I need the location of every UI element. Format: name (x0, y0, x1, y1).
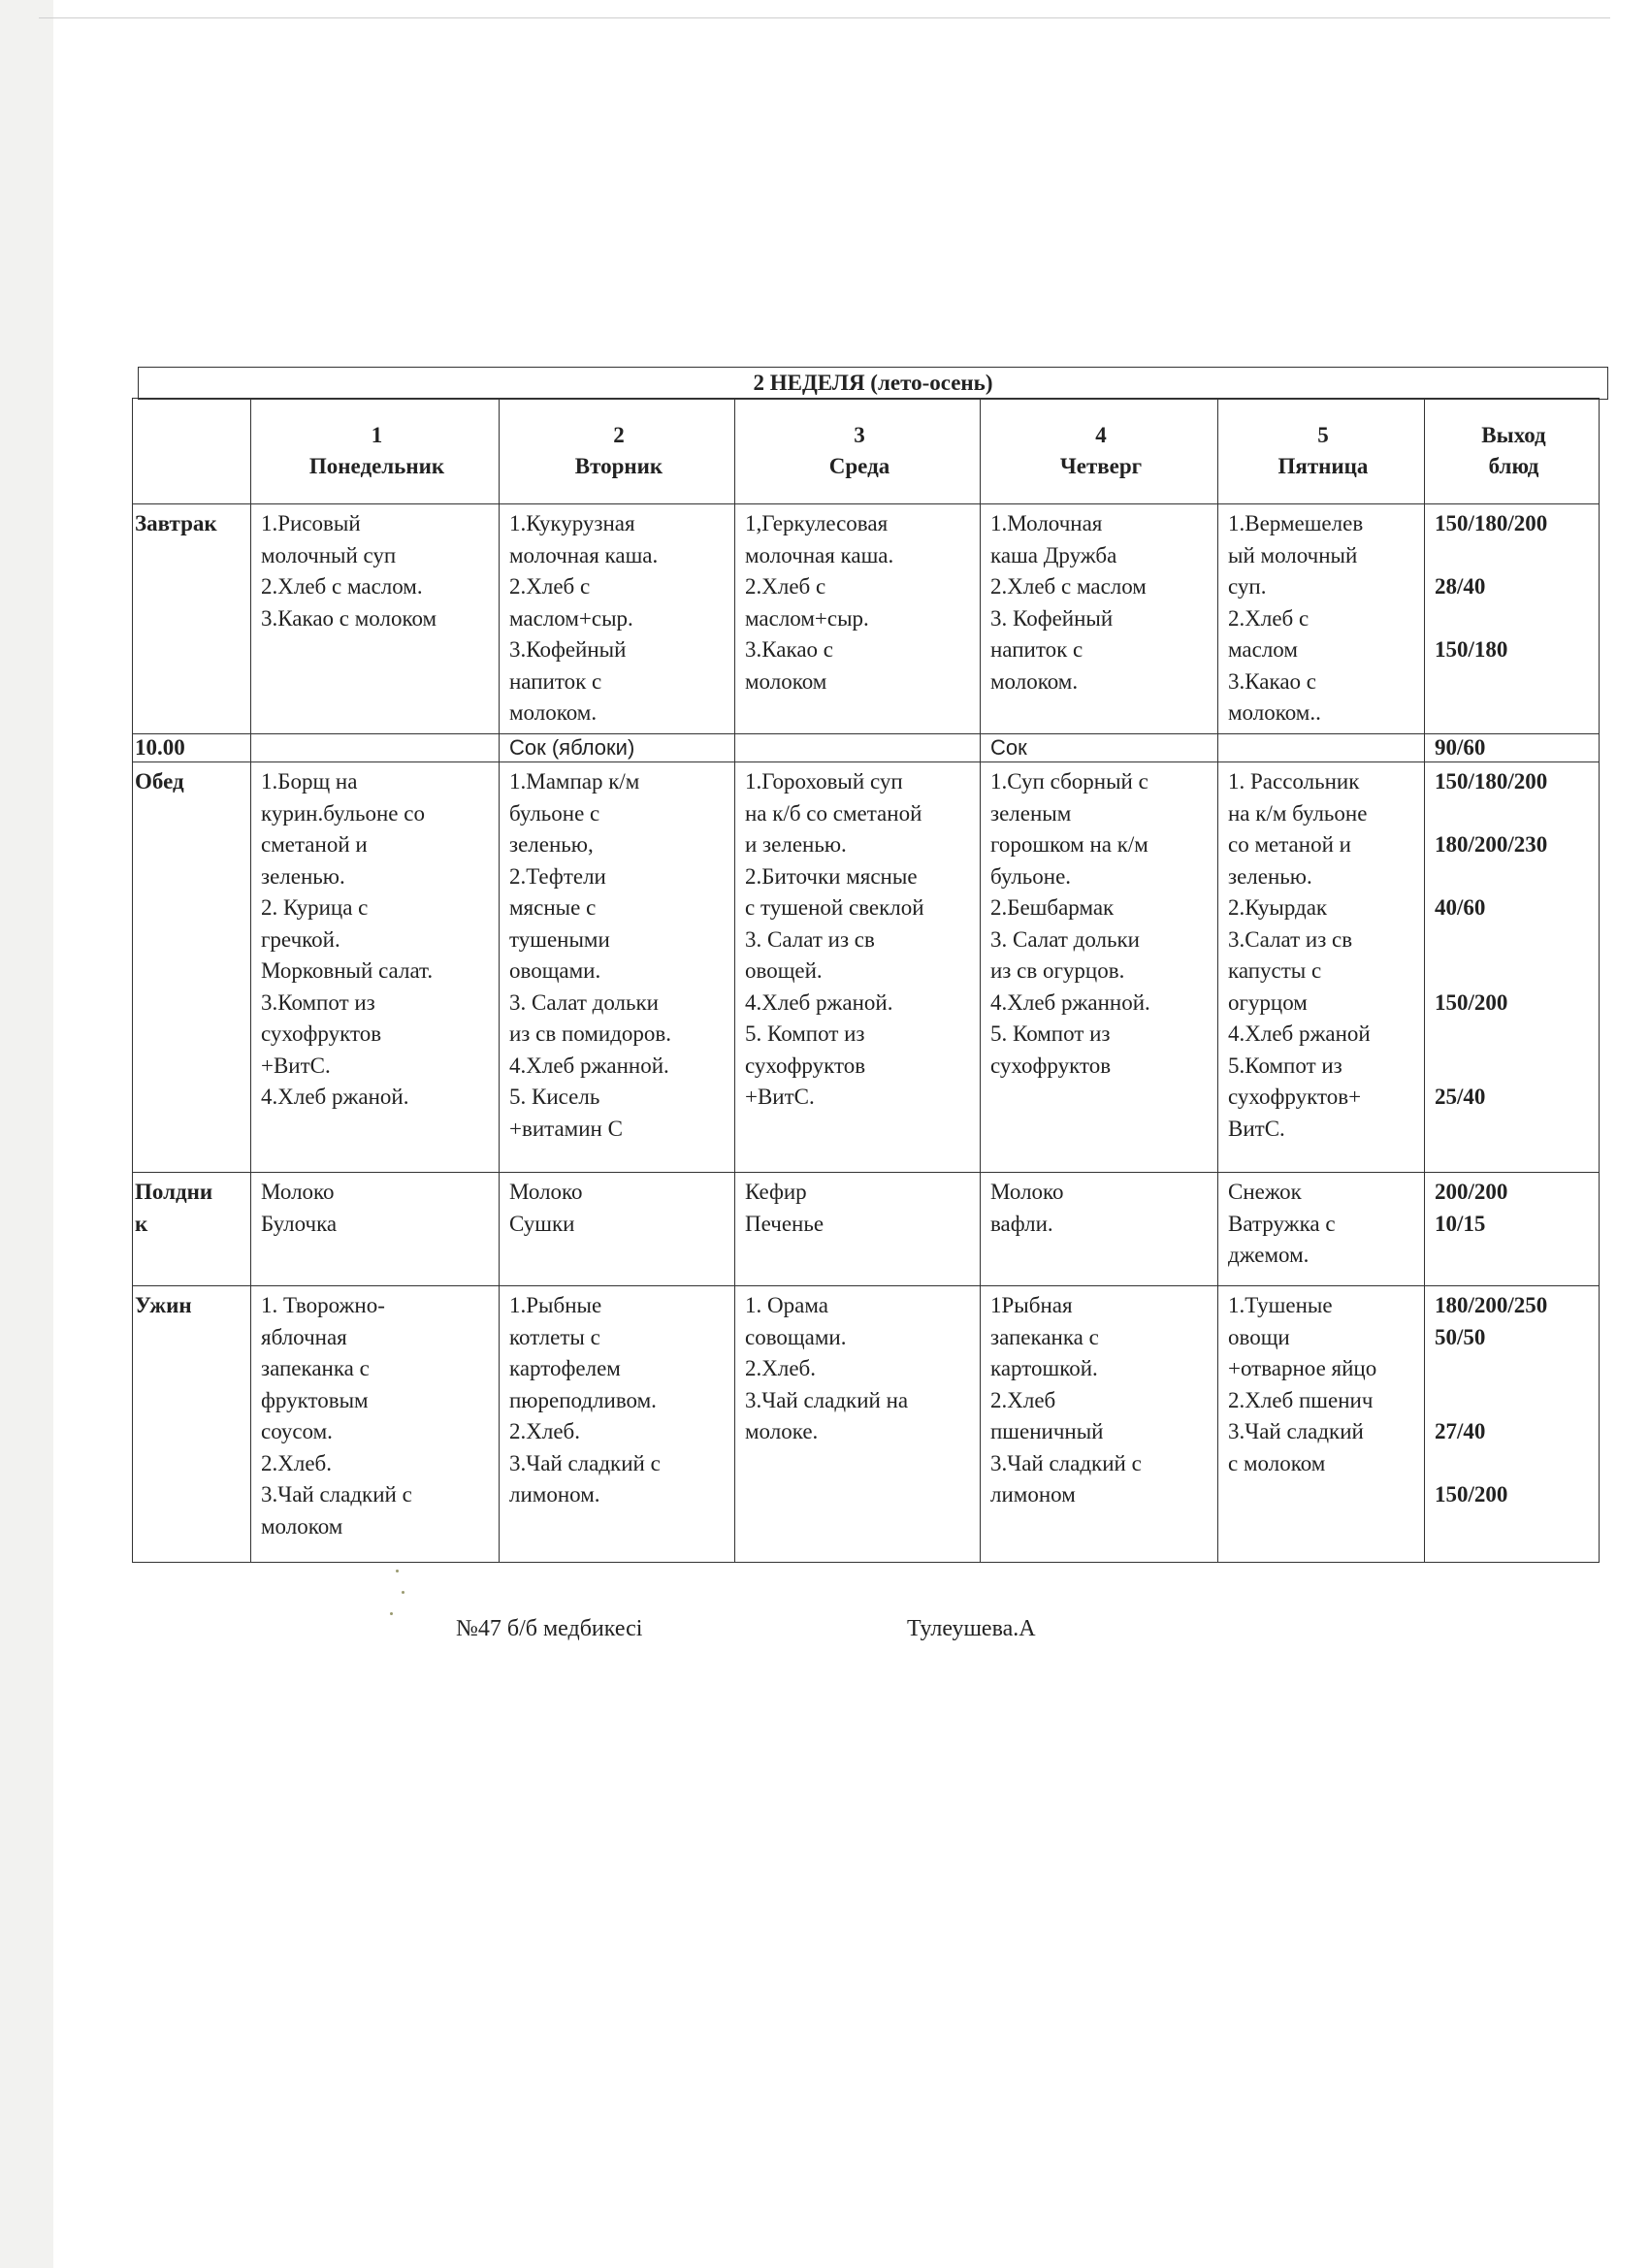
meal-label-snack: 10.00 (133, 734, 251, 762)
snack-fri (1218, 734, 1425, 762)
afternoon-snack-output: 200/200 10/15 (1425, 1173, 1600, 1286)
snack-row (133, 734, 1600, 762)
header-corner (133, 399, 251, 504)
meal-label-dinner: Ужин (133, 1286, 251, 1563)
signature-role: №47 б/б медбикесі (456, 1616, 643, 1641)
snack-thu: Сок (981, 734, 1218, 762)
day-number: 4 (1095, 423, 1107, 447)
day-number: 5 (1317, 423, 1329, 447)
dinner-wed: 1. Орама совощами. 2.Хлеб. 3.Чай сладкий на молоке. (735, 1286, 981, 1563)
day-name: Вторник (574, 454, 663, 478)
scan-edge-line (39, 17, 1610, 18)
breakfast-mon: 1.Рисовый молочный суп 2.Хлеб с маслом. 3.Какао с молоком (251, 504, 500, 734)
breakfast-row (133, 504, 1600, 734)
afternoon-snack-mon: Молоко Булочка (251, 1173, 500, 1286)
lunch-wed: 1.Гороховый суп на к/б со сметаной и зеленью. 2.Биточки мясные с тушеной свеклой 3. Салат из св овощей. 4.Хлеб ржаной. 5. Компот из сухофруктов +ВитС. (735, 762, 981, 1173)
scan-speck (402, 1591, 404, 1594)
breakfast-thu: 1.Молочная каша Дружба 2.Хлеб с маслом 3. Кофейный напиток с молоком. (981, 504, 1218, 734)
header-day-2 (500, 399, 735, 504)
scan-speck (396, 1570, 399, 1572)
dinner-mon: 1. Творожно- яблочная запеканка с фруктовым соусом. 2.Хлеб. 3.Чай сладкий с молоком (251, 1286, 500, 1563)
day-number: 3 (854, 423, 865, 447)
signature-name: Тулеушева.А (907, 1616, 1036, 1641)
header-output: Выход блюд (1425, 399, 1600, 504)
header-day-5 (1218, 399, 1425, 504)
breakfast-wed: 1,Геркулесовая молочная каша. 2.Хлеб с маслом+сыр. 3.Какао с молоком (735, 504, 981, 734)
breakfast-fri: 1.Вермешелев ый молочный суп. 2.Хлеб с маслом 3.Какао с молоком.. (1218, 504, 1425, 734)
breakfast-output: 150/180/200 28/40 150/180 (1425, 504, 1600, 734)
dinner-row (133, 1286, 1600, 1563)
meal-label-breakfast: Завтрак (133, 504, 251, 734)
dinner-output: 180/200/250 50/50 27/40 150/200 (1425, 1286, 1600, 1563)
header-day-4 (981, 399, 1218, 504)
day-name: Пятница (1277, 454, 1369, 478)
snack-mon (251, 734, 500, 762)
lunch-fri: 1. Рассольник на к/м бульоне со метаной и зеленью. 2.Куырдак 3.Салат из св капусты с огурцом 4.Хлеб ржаной 5.Компот из сухофруктов+ ВитС. (1218, 762, 1425, 1173)
snack-wed (735, 734, 981, 762)
week-title: 2 НЕДЕЛЯ (лето-осень) (138, 367, 1608, 400)
lunch-output: 150/180/200 180/200/230 40/60 150/200 25/40 (1425, 762, 1600, 1173)
day-name: Понедельник (308, 454, 445, 478)
header-day-1 (251, 399, 500, 504)
snack-tue: Сок (яблоки) (500, 734, 735, 762)
day-name: Четверг (1059, 454, 1143, 478)
lunch-thu: 1.Суп сборный с зеленым горошком на к/м бульоне. 2.Бешбармак 3. Салат дольки из св огурцов. 4.Хлеб ржанной. 5. Компот из сухофруктов (981, 762, 1218, 1173)
menu-table (132, 398, 1600, 1563)
afternoon-snack-tue: Молоко Сушки (500, 1173, 735, 1286)
lunch-row (133, 762, 1600, 1173)
dinner-fri: 1.Тушеные овощи +отварное яйцо 2.Хлеб пшенич 3.Чай сладкий с молоком (1218, 1286, 1425, 1563)
meal-label-lunch: Обед (133, 762, 251, 1173)
afternoon-snack-thu: Молоко вафли. (981, 1173, 1218, 1286)
day-number: 2 (613, 423, 625, 447)
header-day-3 (735, 399, 981, 504)
day-name: Среда (828, 454, 890, 478)
dinner-thu: 1Рыбная запеканка с картошкой. 2.Хлеб пшеничный 3.Чай сладкий с лимоном (981, 1286, 1218, 1563)
afternoon-snack-row (133, 1173, 1600, 1286)
header-row (133, 399, 1600, 504)
dinner-tue: 1.Рыбные котлеты с картофелем пюреподливом. 2.Хлеб. 3.Чай сладкий с лимоном. (500, 1286, 735, 1563)
afternoon-snack-fri: Снежок Ватружка с джемом. (1218, 1173, 1425, 1286)
breakfast-tue: 1.Кукурузная молочная каша. 2.Хлеб с маслом+сыр. 3.Кофейный напиток с молоком. (500, 504, 735, 734)
scan-speck (390, 1612, 393, 1615)
lunch-tue: 1.Мампар к/м бульоне с зеленью, 2.Тефтели мясные с тушеными овощами. 3. Салат дольки из св помидоров. 4.Хлеб ржанной. 5. Кисель +витамин С (500, 762, 735, 1173)
meal-label-afternoon-snack: Полдни к (133, 1173, 251, 1286)
day-number: 1 (371, 423, 383, 447)
afternoon-snack-wed: Кефир Печенье (735, 1173, 981, 1286)
snack-output: 90/60 (1425, 734, 1600, 762)
lunch-mon: 1.Борщ на курин.бульоне со сметаной и зеленью. 2. Курица с гречкой. Морковный салат. 3.Компот из сухофруктов +ВитС. 4.Хлеб ржаной. (251, 762, 500, 1173)
